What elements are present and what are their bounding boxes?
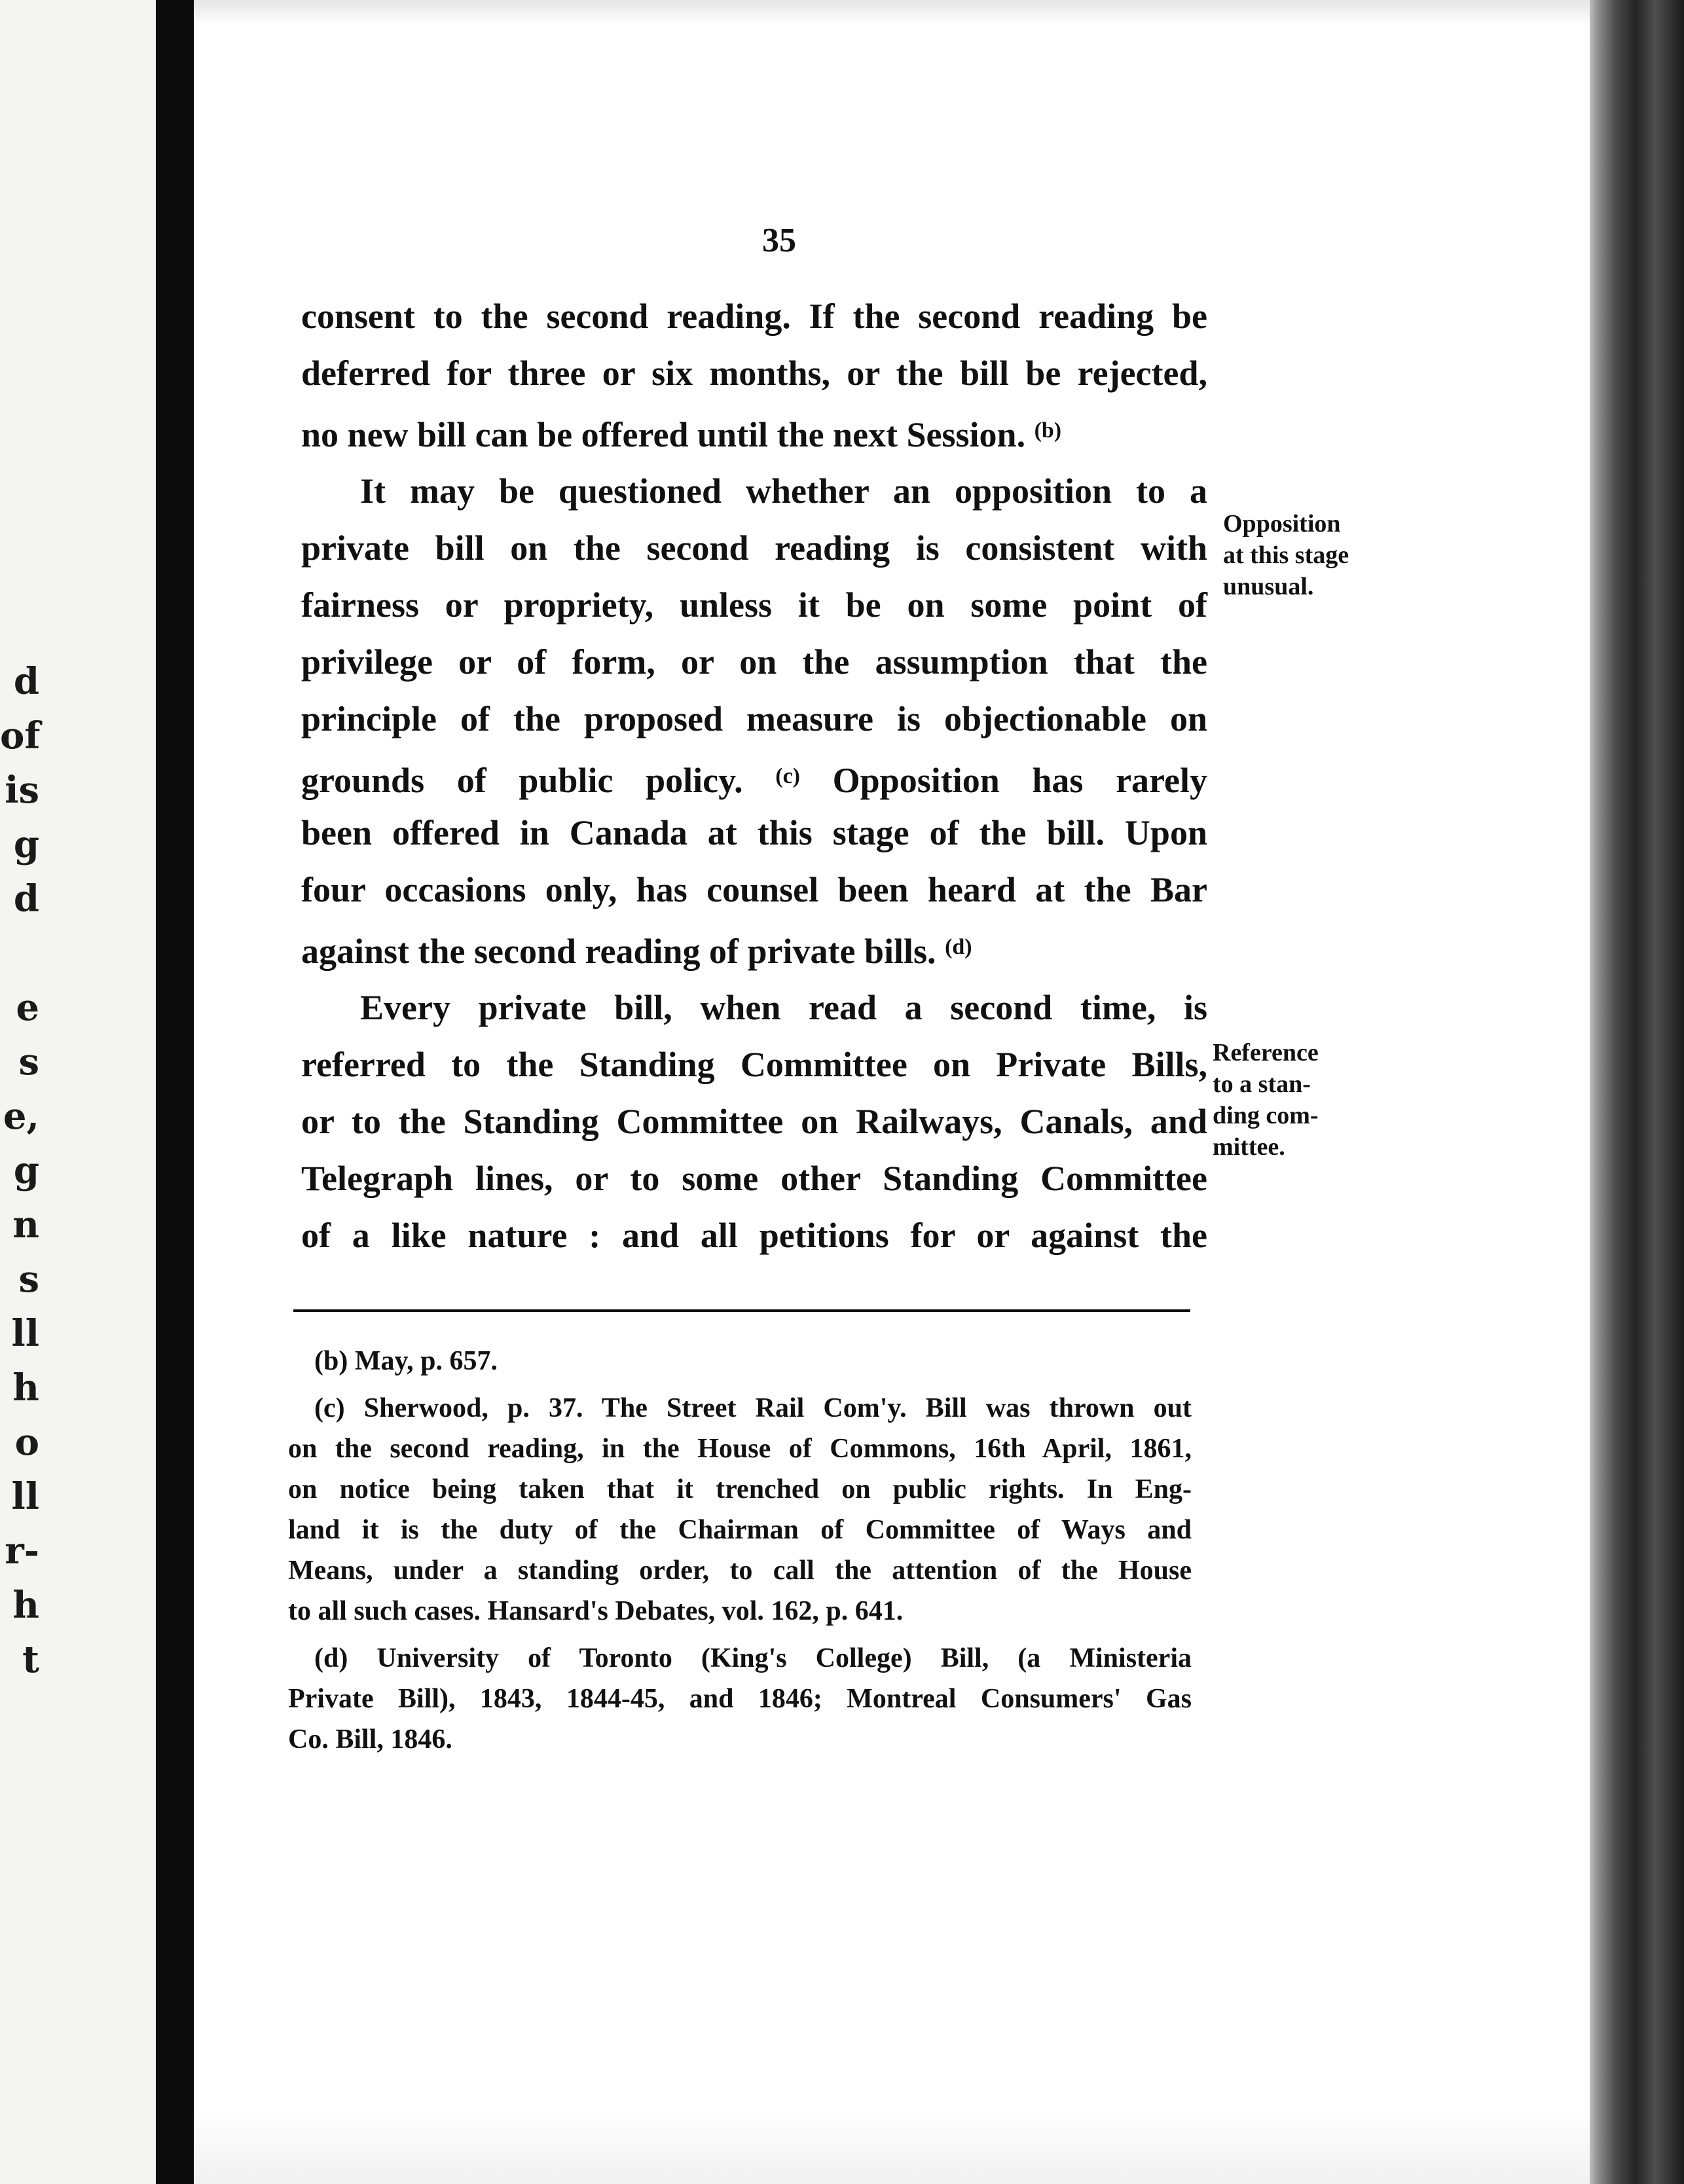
text-span: no new bill can be offered until the next Session. — [301, 415, 1026, 454]
text-line: principle of the proposed measure is objectionable on — [301, 699, 1207, 738]
bleed-text — [0, 926, 39, 981]
margin-note-line: Reference — [1213, 1039, 1319, 1066]
page-stack-edge — [1590, 0, 1684, 2184]
footnote-d-line: (d) University of Toronto (King's College) Bill, (a Ministeria — [314, 1643, 1192, 1673]
bleed-text: s — [18, 1040, 39, 1083]
book-gutter — [156, 0, 194, 2184]
page-number: 35 — [762, 222, 796, 259]
bleed-text: o — [14, 1421, 39, 1464]
text-span: against the second reading of private bills. — [301, 932, 936, 971]
margin-note-line: mittee. — [1213, 1133, 1285, 1161]
text-line: Telegraph lines, or to some other Standing Committee — [301, 1159, 1207, 1198]
footnote-ref-b: (b) — [1034, 418, 1062, 443]
bleed-text: t — [22, 1638, 39, 1681]
footnotes — [288, 1341, 1192, 1760]
bleed-text: n — [12, 1203, 39, 1247]
margin-note-opposition — [1223, 508, 1349, 602]
bleed-text: ll — [11, 1312, 39, 1355]
footnote-c-line: land it is the duty of the Chairman of Committee of Ways and — [288, 1515, 1192, 1545]
bleed-text: g — [13, 1149, 39, 1192]
bleed-text: e — [16, 986, 39, 1029]
bleed-text: r- — [5, 1529, 39, 1573]
bleed-text: s — [18, 1258, 39, 1301]
bleed-text: h — [12, 1366, 39, 1410]
bleed-text: e, — [3, 1095, 39, 1138]
footnote-d-line: Co. Bill, 1846. — [288, 1724, 452, 1755]
text-span: Opposition has rarely — [832, 761, 1207, 800]
text-line: four occasions only, has counsel been heard at the Bar — [301, 870, 1207, 909]
footnote-c-line: to all such cases. Hansard's Debates, vol. 162, p. 641. — [288, 1596, 904, 1626]
bleed-text: d — [13, 660, 39, 703]
text-line: It may be questioned whether an opposition to a — [360, 471, 1207, 511]
text-line — [301, 402, 1207, 459]
bleed-text: of — [0, 714, 41, 757]
margin-note-line: to a stan- — [1213, 1070, 1311, 1098]
margin-note-line: at this stage — [1223, 541, 1349, 569]
text-line: Every private bill, when read a second time, is — [360, 988, 1207, 1027]
footnote-c-line: Means, under a standing order, to call the attention of the House — [288, 1556, 1192, 1586]
text-line: or to the Standing Committee on Railways, Canals, and — [301, 1102, 1207, 1141]
top-page-edge — [194, 0, 1590, 26]
footnote-c-line: (c) Sherwood, p. 37. The Street Rail Com'y. Bill was thrown out — [314, 1393, 1192, 1423]
text-line: referred to the Standing Committee on Private Bills, — [301, 1045, 1207, 1084]
text-line: consent to the second reading. If the second reading be — [301, 297, 1207, 336]
text-line: of a like nature : and all petitions for or against the — [301, 1216, 1207, 1255]
text-span: grounds of public policy. — [301, 761, 743, 800]
body-text — [301, 288, 1207, 1264]
text-line — [301, 748, 1207, 805]
footnote-c-line: on the second reading, in the House of Commons, 16th April, 1861, — [288, 1434, 1192, 1464]
bleed-text: h — [12, 1584, 39, 1627]
text-line — [301, 919, 1207, 975]
bleed-text: d — [13, 877, 39, 920]
text-line: private bill on the second reading is consistent with — [301, 528, 1207, 568]
margin-note-reference — [1213, 1037, 1319, 1163]
footnote-ref-c: (c) — [775, 764, 800, 788]
footnote-ref-d: (d) — [945, 935, 972, 959]
footnote-divider — [293, 1309, 1190, 1312]
footnote-d-line: Private Bill), 1843, 1844-45, and 1846; Montreal Consumers' Gas — [288, 1684, 1192, 1714]
bleed-text: ll — [11, 1475, 39, 1518]
margin-note-line: Opposition — [1223, 510, 1341, 537]
text-line: deferred for three or six months, or the bill be rejected, — [301, 354, 1207, 393]
bleed-text: g — [13, 823, 39, 866]
footnote-c-line: on notice being taken that it trenched on public rights. In Eng- — [288, 1474, 1192, 1504]
text-line: been offered in Canada at this stage of the bill. Upon — [301, 813, 1207, 852]
facing-page-bleed — [0, 655, 39, 1687]
text-line: fairness or propriety, unless it be on some point of — [301, 585, 1207, 625]
bottom-page-edge — [194, 2108, 1590, 2184]
text-line: privilege or of form, or on the assumption that the — [301, 642, 1207, 682]
bleed-text: is — [5, 769, 39, 812]
margin-note-line: ding com- — [1213, 1102, 1319, 1129]
footnote-b: (b) May, p. 657. — [314, 1346, 498, 1376]
margin-note-line: unusual. — [1223, 573, 1314, 600]
